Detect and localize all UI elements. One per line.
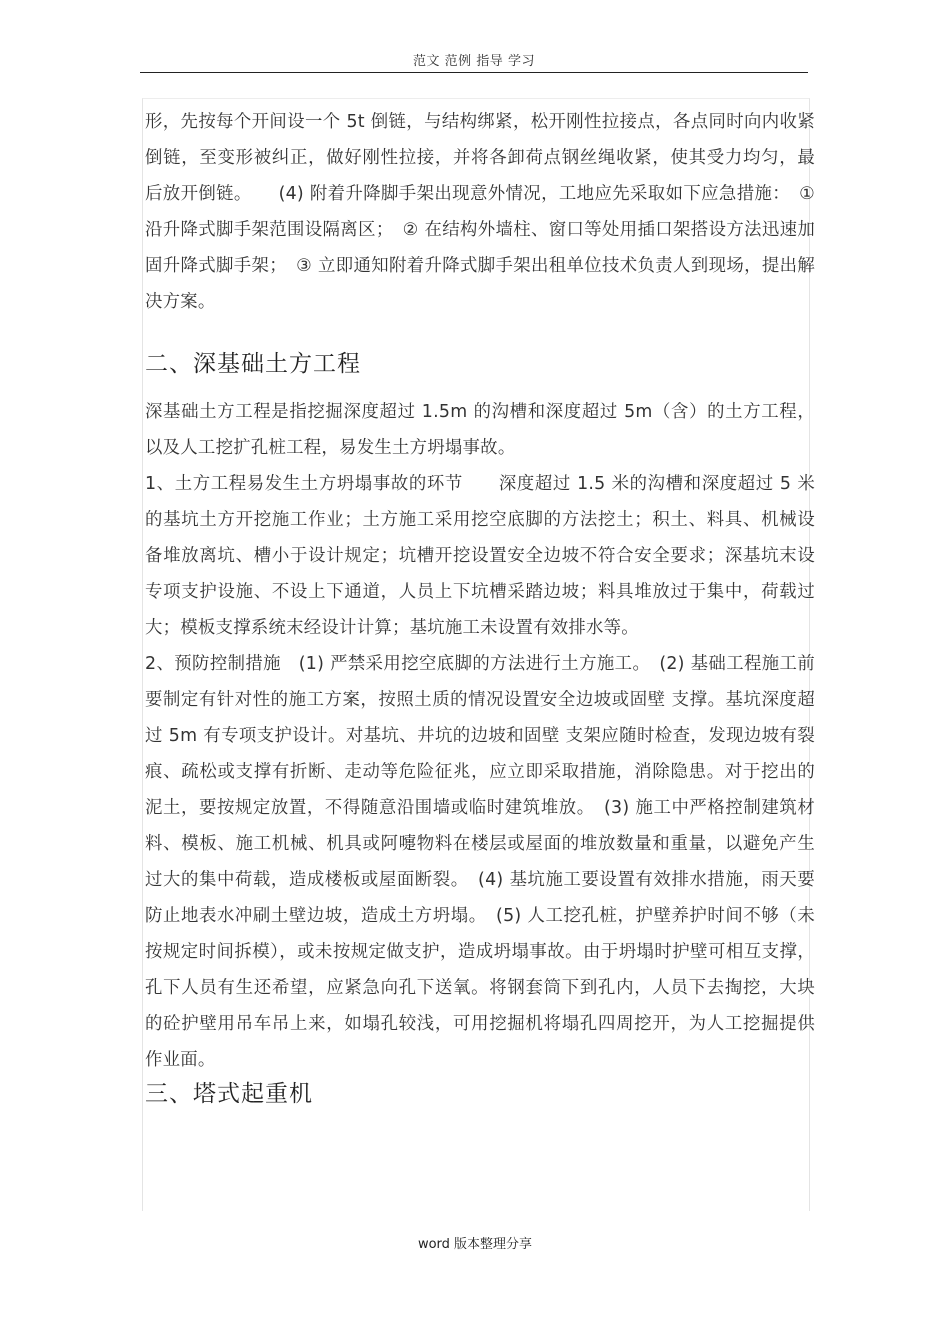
section-heading-tower-crane: 三、塔式起重机 — [145, 1081, 313, 1107]
page-header: 范文 范例 指导 学习 — [140, 52, 808, 73]
paragraph-scaffold-emergency: 形，先按每个开间设一个 5t 倒链，与结构绑紧，松开刚性拉接点，各点同时向内收紧倒链，至变形被纠正，做好刚性拉接，并将各卸荷点钢丝绳收紧，使其受力均匀，最后放开倒链。 (4) 附着升降脚手架出现意外情况，工地应先采取如下应急措施： ① 沿升降式脚手架范围设隔离区； ② 在结构外墙柱、窗口等处用插口架搭设方法迅速加固升降式脚手架； ③ 立即通知附着升降式脚手架出租单位技术负责人到现场，提出解决方案。 — [145, 112, 815, 312]
paragraph-prevention-measures: 2、预防控制措施 (1) 严禁采用挖空底脚的方法进行土方施工。 (2) 基础工程施工前要制定有针对性的施工方案，按照土质的情况设置安全边坡或固壁 支撑。基坑深度超过 5m 有专项支护设计。对基坑、井坑的边坡和固壁 支架应随时检查，发现边坡有裂痕、疏松或支撑有折断、走动等危险征兆，应立即采取措施，消除隐患。对于挖出的泥土，要按规定放置，不得随意沿围墙或临时建筑堆放。 (3) 施工中严格控制建筑材料、模板、施工机械、机具或阿嚏物料在楼层或屋面的堆放数量和重量，以避免产生过大的集中荷载，造成楼板或屋面断裂。 (4) 基坑施工要设置有效排水措施，雨天要防止地表水冲刷土壁边坡，造成土方坍塌。 (5) 人工挖孔桩，护壁养护时间不够（未按规定时间拆模），或未按规定做支护，造成坍塌事故。由于坍塌时护壁可相互支撑，孔下人员有生还希望，应紧急向孔下送氧。将钢套筒下到孔内，人员下去掏挖，大块的砼护壁用吊车吊上来，如塌孔较浅，可用挖掘机将塌孔四周挖开，为人工挖掘提供作业面。 — [145, 654, 815, 1070]
page-footer: word 版本整理分享 — [417, 1237, 533, 1252]
paragraph-collapse-risks: 1、土方工程易发生土方坍塌事故的环节 深度超过 1.5 米的沟槽和深度超过 5 米的基坑土方开挖施工作业；土方施工采用挖空底脚的方法挖土；积土、料具、机械设备堆放离坑、槽小于设计规定；坑槽开挖设置安全边坡不符合安全要求；深基坑末设专项支护设施、不设上下通道，人员上下坑槽采踏边坡；料具堆放过于集中，荷载过大；模板支撑系统末经设计计算；基坑施工未设置有效排水等。 — [145, 474, 815, 638]
document-body — [145, 104, 815, 1114]
section-heading-deep-foundation: 二、深基础土方工程 — [145, 351, 361, 377]
paragraph-definition: 深基础土方工程是指挖掘深度超过 1.5m 的沟槽和深度超过 5m（含）的土方工程，以及人工挖扩孔桩工程，易发生土方坍塌事故。 — [145, 402, 815, 458]
